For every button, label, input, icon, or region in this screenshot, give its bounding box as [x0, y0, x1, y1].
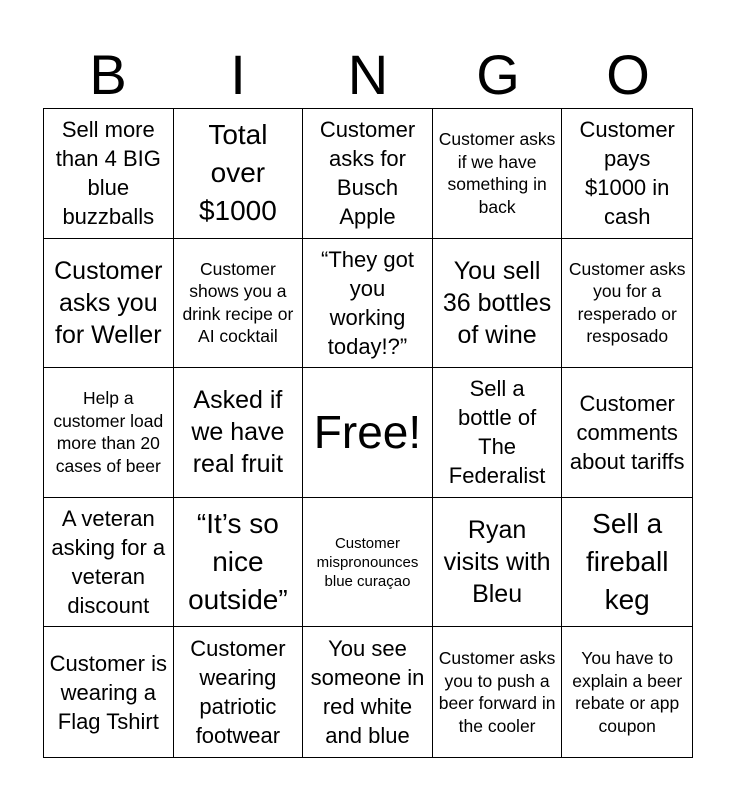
cell-text: Customer shows you a drink recipe or AI cocktail [182, 258, 294, 347]
cell-text: Total over $1000 [198, 119, 277, 227]
cell-text: You have to explain a beer rebate or app coupon [572, 648, 683, 736]
cell-text: Help a customer load more than 20 cases of beer [53, 388, 164, 476]
header-letter-g: G [476, 43, 520, 106]
header-letter-n: N [347, 43, 389, 106]
cell-text: Customer comments about tariffs [569, 390, 685, 474]
cell-text: Customer pays $1000 in cash [579, 117, 675, 230]
bingo-cell[interactable] [562, 368, 692, 498]
header-letter-i: I [230, 43, 246, 106]
cell-text: Sell more than 4 BIG blue buzzballs [55, 117, 161, 230]
bingo-cell[interactable] [433, 368, 563, 498]
bingo-cell[interactable] [433, 239, 563, 369]
bingo-cell[interactable] [174, 627, 304, 757]
cell-text: Customer asks you for a resperado or resposado [568, 258, 686, 347]
cell-text: You sell 36 bottles of wine [442, 256, 552, 349]
cell-text: Sell a bottle of The Federalist [448, 376, 546, 489]
bingo-cell[interactable] [44, 368, 174, 498]
cell-text: A veteran asking for a veteran discount [51, 506, 166, 619]
bingo-cell[interactable] [562, 109, 692, 239]
cell-text: Customer is wearing a Flag Tshirt [49, 650, 167, 734]
bingo-cell[interactable] [562, 627, 692, 757]
bingo-cell[interactable] [433, 498, 563, 628]
bingo-cell[interactable] [174, 109, 304, 239]
cell-text: Customer asks for Busch Apple [319, 117, 416, 230]
bingo-header [43, 42, 693, 108]
cell-text: You see someone in red white and blue [310, 636, 425, 749]
cell-text: Customer asks if we have something in back [438, 129, 556, 217]
bingo-cell[interactable] [303, 109, 433, 239]
cell-text: Ryan visits with Bleu [443, 516, 551, 609]
bingo-cell[interactable] [433, 109, 563, 239]
header-letter-o: O [606, 43, 650, 106]
bingo-board [43, 108, 693, 758]
cell-text: Sell a fireball keg [585, 508, 669, 616]
bingo-cell[interactable] [303, 627, 433, 757]
cell-text: “It’s so nice outside” [188, 508, 288, 616]
bingo-cell[interactable] [44, 498, 174, 628]
cell-text: Customer wearing patriotic footwear [190, 636, 286, 749]
bingo-cell[interactable] [562, 498, 692, 628]
bingo-cell[interactable] [44, 109, 174, 239]
cell-text: Customer mispronounces blue curaçao [316, 534, 419, 590]
bingo-cell[interactable] [174, 239, 304, 369]
bingo-cell[interactable] [562, 239, 692, 369]
cell-text: “They got you working today!?” [321, 246, 414, 359]
bingo-cell[interactable] [303, 239, 433, 369]
bingo-cell[interactable] [44, 627, 174, 757]
cell-text: Asked if we have real fruit [191, 386, 285, 479]
bingo-cell[interactable] [433, 627, 563, 757]
free-space[interactable] [303, 368, 433, 498]
bingo-cell[interactable] [174, 368, 304, 498]
bingo-cell[interactable] [44, 239, 174, 369]
bingo-cell[interactable] [303, 498, 433, 628]
free-space-text: Free! [313, 406, 422, 459]
cell-text: Customer asks you for Weller [54, 256, 163, 349]
cell-text: Customer asks you to push a beer forward in the cooler [438, 648, 556, 736]
bingo-cell[interactable] [174, 498, 304, 628]
header-letter-b: B [89, 43, 127, 106]
